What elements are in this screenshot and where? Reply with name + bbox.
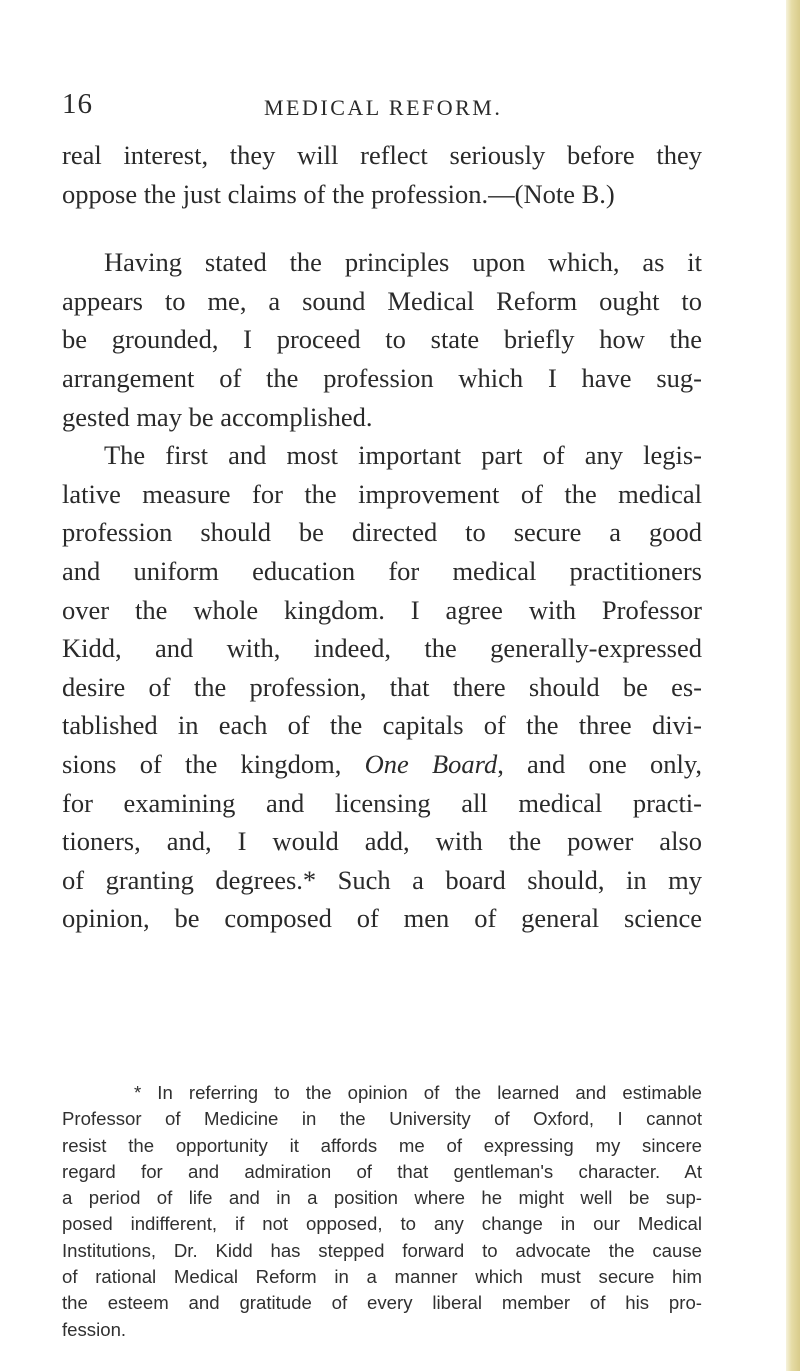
text-line: desire of the profession, that there should be es- bbox=[62, 671, 702, 702]
text-fragment: , and one only, bbox=[497, 748, 702, 779]
text-line: be grounded, I proceed to state briefly how the bbox=[62, 324, 702, 355]
footnote-line: Institutions, Dr. Kidd has stepped forward to advocate the cause bbox=[62, 1239, 702, 1261]
text-line bbox=[62, 745, 702, 784]
text-line: appears to me, a sound Medical Reform ought to bbox=[62, 285, 702, 316]
paragraph-3 bbox=[62, 436, 702, 938]
body-text bbox=[62, 136, 702, 938]
text-line: oppose the just claims of the profession.—(Note B.) bbox=[62, 178, 615, 209]
page-header bbox=[62, 88, 702, 128]
text-line: Having stated the principles upon which, as it bbox=[104, 247, 702, 278]
footnote-line: the esteem and gratitude of every liberal member of his pro- bbox=[62, 1292, 702, 1314]
footnote-line: fession. bbox=[62, 1318, 127, 1340]
footnote-line: a period of life and in a position where he might well be sup- bbox=[62, 1187, 702, 1209]
text-line: Kidd, and with, indeed, the generally-expressed bbox=[62, 633, 702, 664]
text-line: of granting degrees.* Such a board should, in my bbox=[62, 864, 702, 895]
text-line: profession should be directed to secure a good bbox=[62, 517, 702, 548]
page-edge-shading bbox=[786, 0, 800, 1371]
footnote-line: resist the opportunity it affords me of expressing my sincere bbox=[62, 1134, 702, 1156]
text-line: arrangement of the profession which I have sug- bbox=[62, 362, 702, 393]
text-line: gested may be accomplished. bbox=[62, 401, 373, 432]
text-fragment: sions of the kingdom, bbox=[62, 748, 365, 779]
emphasis-one-board: One Board bbox=[364, 748, 498, 779]
footnote-line: Professor of Medicine in the University of Oxford, I cannot bbox=[62, 1108, 702, 1130]
text-line: for examining and licensing all medical practi- bbox=[62, 787, 702, 818]
page-number: 16 bbox=[62, 88, 93, 120]
text-line: tablished in each of the capitals of the three divi- bbox=[62, 710, 702, 741]
footnote-line: of rational Medical Reform in a manner which must secure him bbox=[62, 1266, 702, 1288]
text-line: lative measure for the improvement of the medical bbox=[62, 478, 702, 509]
text-line: opinion, be composed of men of general science bbox=[62, 903, 702, 934]
footnote bbox=[62, 1080, 702, 1343]
footnote-line: * In referring to the opinion of the learned and estimable bbox=[134, 1082, 702, 1103]
text-line: and uniform education for medical practitioners bbox=[62, 555, 702, 586]
running-head: MEDICAL REFORM. bbox=[264, 95, 503, 120]
text-line: tioners, and, I would add, with the power also bbox=[62, 826, 702, 857]
footnote-line: posed indifferent, if not opposed, to any change in our Medical bbox=[62, 1213, 702, 1235]
footnote-line: regard for and admiration of that gentleman's character. At bbox=[62, 1160, 702, 1182]
text-line: over the whole kingdom. I agree with Professor bbox=[62, 594, 702, 625]
paragraph-2 bbox=[62, 243, 702, 436]
text-line: The first and most important part of any legis- bbox=[104, 440, 702, 471]
text-line: real interest, they will reflect seriously before they bbox=[62, 140, 702, 170]
paragraph-1 bbox=[62, 136, 702, 213]
